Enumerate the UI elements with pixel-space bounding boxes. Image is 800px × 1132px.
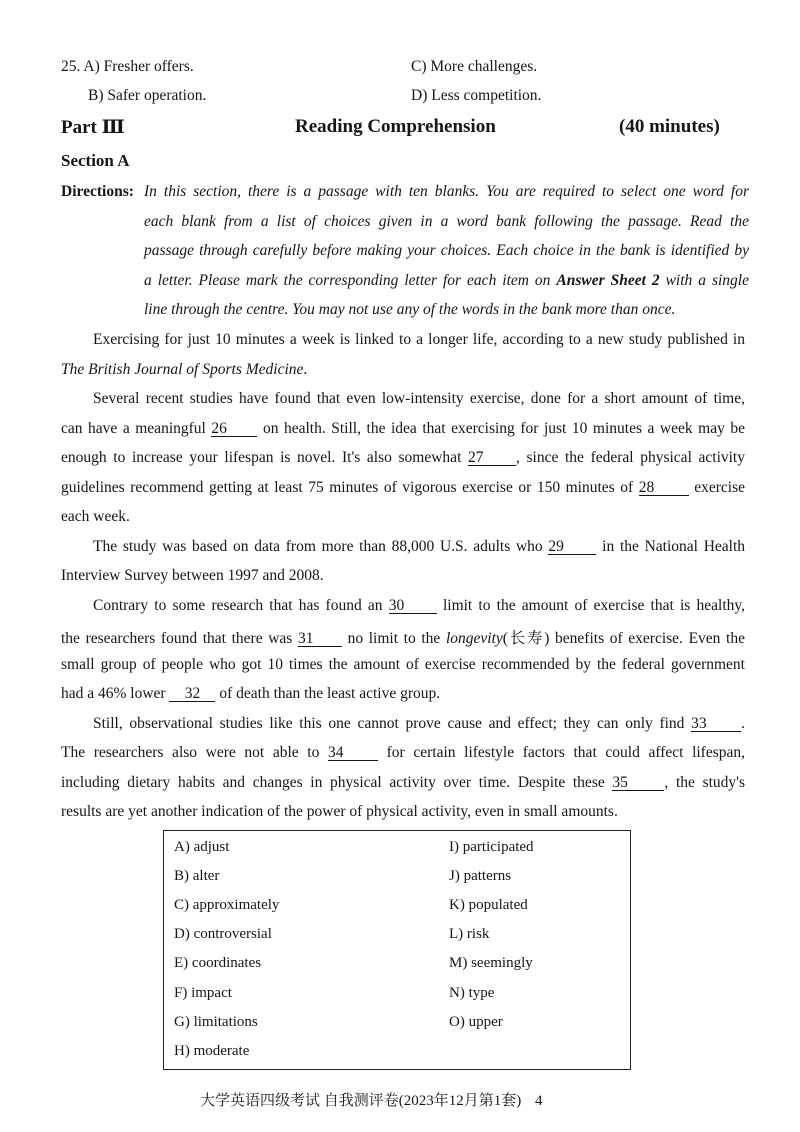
passage-p3-line-2: Interview Survey between 1997 and 2008. [61, 567, 324, 584]
q25-option-b [88, 87, 206, 105]
answer-sheet-ref: Answer Sheet 2 [556, 272, 660, 289]
word-bank-item[interactable]: N) type [449, 985, 495, 1001]
word-bank-item[interactable]: M) seemingly [449, 955, 533, 971]
directions-line-3: passage through carefully before making your choices. Each choice in the bank is identified by [144, 242, 749, 259]
page-footer [200, 1089, 543, 1110]
option-text: Safer operation. [107, 87, 207, 104]
directions-label: Directions: [61, 183, 134, 200]
journal-title: The British Journal of Sports Medicine [61, 361, 304, 378]
blank-32[interactable]: 32 [169, 686, 215, 702]
word-bank-item[interactable]: O) upper [449, 1014, 503, 1030]
chinese-gloss: (长寿) [502, 630, 550, 647]
option-letter: A) [83, 58, 100, 75]
word-bank-item[interactable]: I) participated [449, 839, 534, 855]
word-bank-item[interactable]: E) coordinates [174, 955, 262, 971]
page-number: 4 [535, 1093, 543, 1109]
passage-p1-line-1: Exercising for just 10 minutes a week is linked to a longer life, according to a new study published in [93, 331, 745, 348]
passage-p3-line-1: The study was based on data from more than 88,000 U.S. adults who 29 in the National Health [93, 538, 746, 555]
passage-p5-line-4: results are yet another indication of the power of physical activity, even in small amounts. [61, 803, 618, 820]
option-text: More challenges. [430, 58, 538, 75]
word-bank-item[interactable]: L) risk [449, 926, 490, 942]
q25-option-d [411, 87, 541, 105]
passage-p2-line-3: enough to increase your lifespan is novel. It's also somewhat 27 , since the federal physical activity [61, 449, 745, 466]
word-bank-item[interactable]: H) moderate [174, 1043, 250, 1059]
section-title: Section A [61, 151, 130, 170]
passage-p2-line-4: guidelines recommend getting at least 75 minutes of vigorous exercise or 150 minutes of 28 exercise [61, 479, 746, 496]
footer-text: 大学英语四级考试 自我测评卷(2023年12月第1套) [200, 1093, 522, 1109]
passage-p4-line-2: the researchers found that there was 31 no limit to the longevity(长寿) benefits of exercise. Even the [61, 630, 745, 647]
passage-p4-line-1: Contrary to some research that has found an 30 limit to the amount of exercise that is healthy, [93, 597, 746, 614]
blank-26[interactable]: 26 [211, 421, 257, 437]
option-letter: D) [411, 87, 428, 104]
blank-35[interactable]: 35 [612, 775, 664, 791]
passage-p2-line-5: each week. [61, 508, 130, 525]
directions-line-2: each blank from a list of choices given in a word bank following the passage. Read the [144, 213, 749, 230]
passage-p5-line-3: including dietary habits and changes in physical activity over time. Despite these 35 , the study's [61, 774, 746, 791]
part-title: Reading Comprehension [295, 116, 496, 137]
word-bank-item[interactable]: J) patterns [449, 868, 512, 884]
word-bank-item[interactable]: C) approximately [174, 897, 280, 913]
word-bank-item[interactable]: D) controversial [174, 926, 272, 942]
passage-p5-line-2: The researchers also were not able to 34 for certain lifestyle factors that could affect lifespan, [61, 744, 746, 761]
option-text: Fresher offers. [103, 58, 194, 75]
q25-number: 25. [61, 58, 81, 75]
passage-p4-line-4: had a 46% lower 32 of death than the least active group. [61, 685, 441, 702]
word-bank-item[interactable]: B) alter [174, 868, 220, 884]
q25-option-c [411, 58, 537, 76]
word-bank-item[interactable]: A) adjust [174, 839, 230, 855]
passage-p5-line-1: Still, observational studies like this one cannot prove cause and effect; they can only find 33 . [93, 715, 746, 732]
directions-line-4: a letter. Please mark the corresponding letter for each item on Answer Sheet 2 with a single [144, 272, 749, 289]
term-longevity: longevity [445, 630, 503, 647]
passage-p1-line-2: The British Journal of Sports Medicine. [61, 361, 308, 378]
word-bank-item[interactable]: K) populated [449, 897, 528, 913]
part-label: Part Ⅲ [61, 117, 125, 138]
blank-28[interactable]: 28 [639, 480, 689, 496]
blank-30[interactable]: 30 [389, 598, 437, 614]
blank-31[interactable]: 31 [298, 631, 342, 647]
blank-34[interactable]: 34 [328, 745, 378, 761]
blank-27[interactable]: 27 [468, 450, 516, 466]
blank-29[interactable]: 29 [548, 539, 596, 555]
option-text: Less competition. [431, 87, 542, 104]
word-bank-item[interactable]: G) limitations [174, 1014, 258, 1030]
q25-option-a [61, 58, 194, 76]
directions-line-5: line through the centre. You may not use any of the words in the bank more than once. [144, 301, 676, 318]
option-letter: B) [88, 87, 104, 104]
directions-line-1: In this section, there is a passage with ten blanks. You are required to select one word for [144, 183, 749, 200]
passage-p4-line-3: small group of people who got 10 times the amount of exercise recommended by the federal government [61, 656, 745, 673]
option-letter: C) [411, 58, 427, 75]
part-time: (40 minutes) [619, 116, 720, 137]
word-bank-item[interactable]: F) impact [174, 985, 232, 1001]
passage-p2-line-2: can have a meaningful 26 on health. Still, the idea that exercising for just 10 minutes a week may be [61, 420, 746, 437]
blank-33[interactable]: 33 [691, 716, 741, 732]
word-bank [163, 830, 631, 1070]
passage-p2-line-1: Several recent studies have found that even low-intensity exercise, done for a short amount of time, [93, 390, 745, 407]
